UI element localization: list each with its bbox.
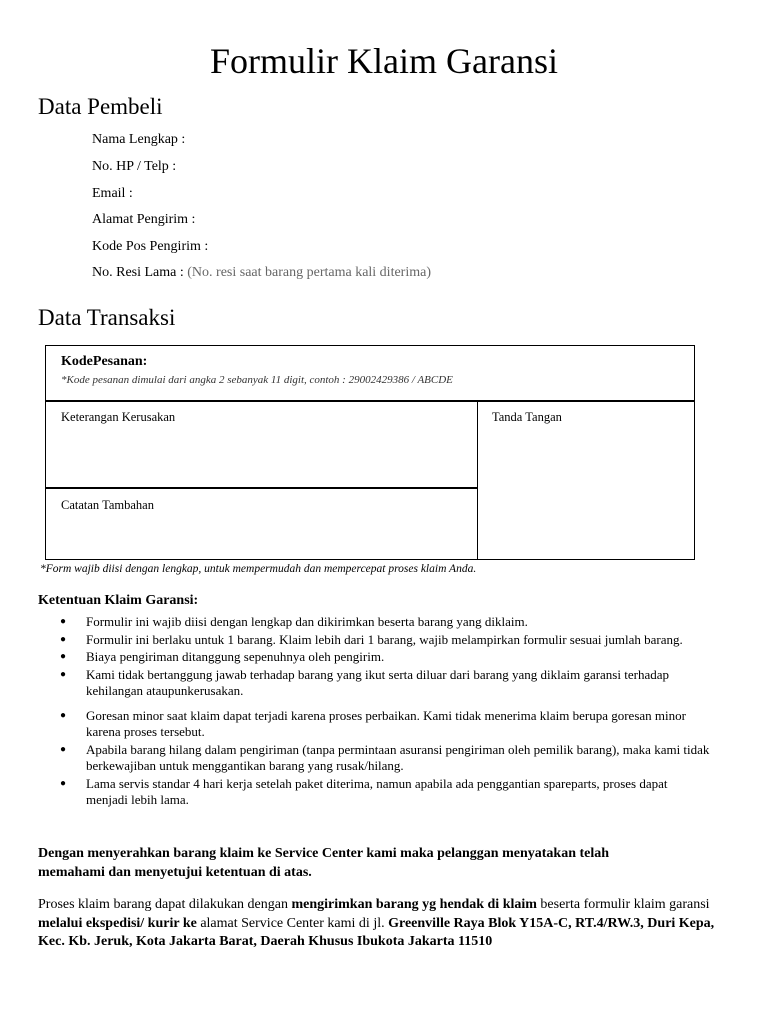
field-no-resi-hint: (No. resi saat barang pertama kali diterima) (187, 265, 431, 280)
keterangan-kerusakan-cell[interactable]: Keterangan Kerusakan (61, 410, 176, 424)
kode-pesanan-note: *Kode pesanan dimulai dari angka 2 sebanyak 11 digit, contoh : 29002429386 / ABCDE (61, 374, 453, 386)
table-divider-horizontal (46, 400, 694, 402)
field-nama-lengkap: Nama Lengkap : (92, 132, 186, 147)
field-email: Email : (92, 186, 133, 201)
kode-pesanan-label: KodePesanan: (61, 354, 148, 369)
field-kode-pos: Kode Pos Pengirim : (92, 239, 209, 254)
agreement-statement: Dengan menyerahkan barang klaim ke Service Center kami maka pelanggan menyatakan telah memahami dan menyetujui ketentuan di atas. (38, 846, 610, 880)
table-divider-inner (46, 487, 478, 489)
field-alamat-pengirim: Alamat Pengirim : (92, 212, 196, 227)
transaction-table (45, 345, 695, 560)
field-no-resi-lama (92, 264, 431, 282)
process-bold-1: mengirimkan barang yg hendak di klaim (291, 897, 537, 912)
list-item: ● Apabila barang hilang dalam pengiriman (tanpa permintaan asuransi pengiriman oleh pemilik barang), maka kami tidak berkewajiban untuk menggantikan barang yang rusak/hilang. (60, 742, 710, 775)
catatan-tambahan-cell[interactable]: Catatan Tambahan (61, 498, 154, 512)
list-item: ● Formulir ini wajib diisi dengan lengkap dan dikirimkan beserta barang yang diklaim. (60, 614, 710, 631)
list-item: ● Kami tidak bertanggung jawab terhadap barang yang ikut serta diluar dari barang yang diklaim garansi terhadap kehilangan ataupunkerusakan. (60, 667, 710, 700)
table-divider-vertical (477, 401, 478, 559)
field-no-hp: No. HP / Telp : (92, 159, 177, 174)
list-item: ● Lama servis standar 4 hari kerja setelah paket diterima, namun apabila ada penggantian spareparts, proses dapat menjadi lebih lama. (60, 776, 710, 809)
field-no-resi-label: No. Resi Lama : (92, 265, 184, 280)
ketentuan-list (60, 614, 710, 810)
process-bold-2: melalui ekspedisi/ kurir ke (38, 915, 197, 931)
process-text-3: alamat Service Center kami di jl. (196, 915, 389, 931)
list-item: ● Goresan minor saat klaim dapat terjadi karena proses perbaikan. Kami tidak menerima klaim berupa goresan minor karena proses tersebut. (60, 708, 710, 741)
process-paragraph (38, 896, 728, 952)
list-item: ● Formulir ini berlaku untuk 1 barang. Klaim lebih dari 1 barang, wajib melampirkan formulir sesuai jumlah barang. (60, 632, 710, 649)
section-heading-pembeli: Data Pembeli (38, 94, 163, 119)
service-center-address: Greenville Raya Blok Y15A-C, RT.4/RW.3, Duri Kepa, Kec. Kb. Jeruk, Kota Jakarta Barat, Daerah Khusus Ibukota Jakarta 11510 (38, 915, 715, 949)
section-heading-transaksi: Data Transaksi (38, 305, 176, 330)
page-title: Formulir Klaim Garansi (210, 41, 558, 81)
ketentuan-heading: Ketentuan Klaim Garansi: (38, 593, 199, 608)
list-item: ● Biaya pengiriman ditanggung sepenuhnya oleh pengirim. (60, 649, 710, 666)
process-text-1: Proses klaim barang dapat dilakukan dengan (38, 897, 292, 912)
process-text-2: beserta formulir klaim garansi (536, 897, 710, 912)
form-note: *Form wajib diisi dengan lengkap, untuk mempermudah dan mempercepat proses klaim Anda. (40, 563, 477, 575)
tanda-tangan-cell[interactable]: Tanda Tangan (492, 410, 562, 424)
